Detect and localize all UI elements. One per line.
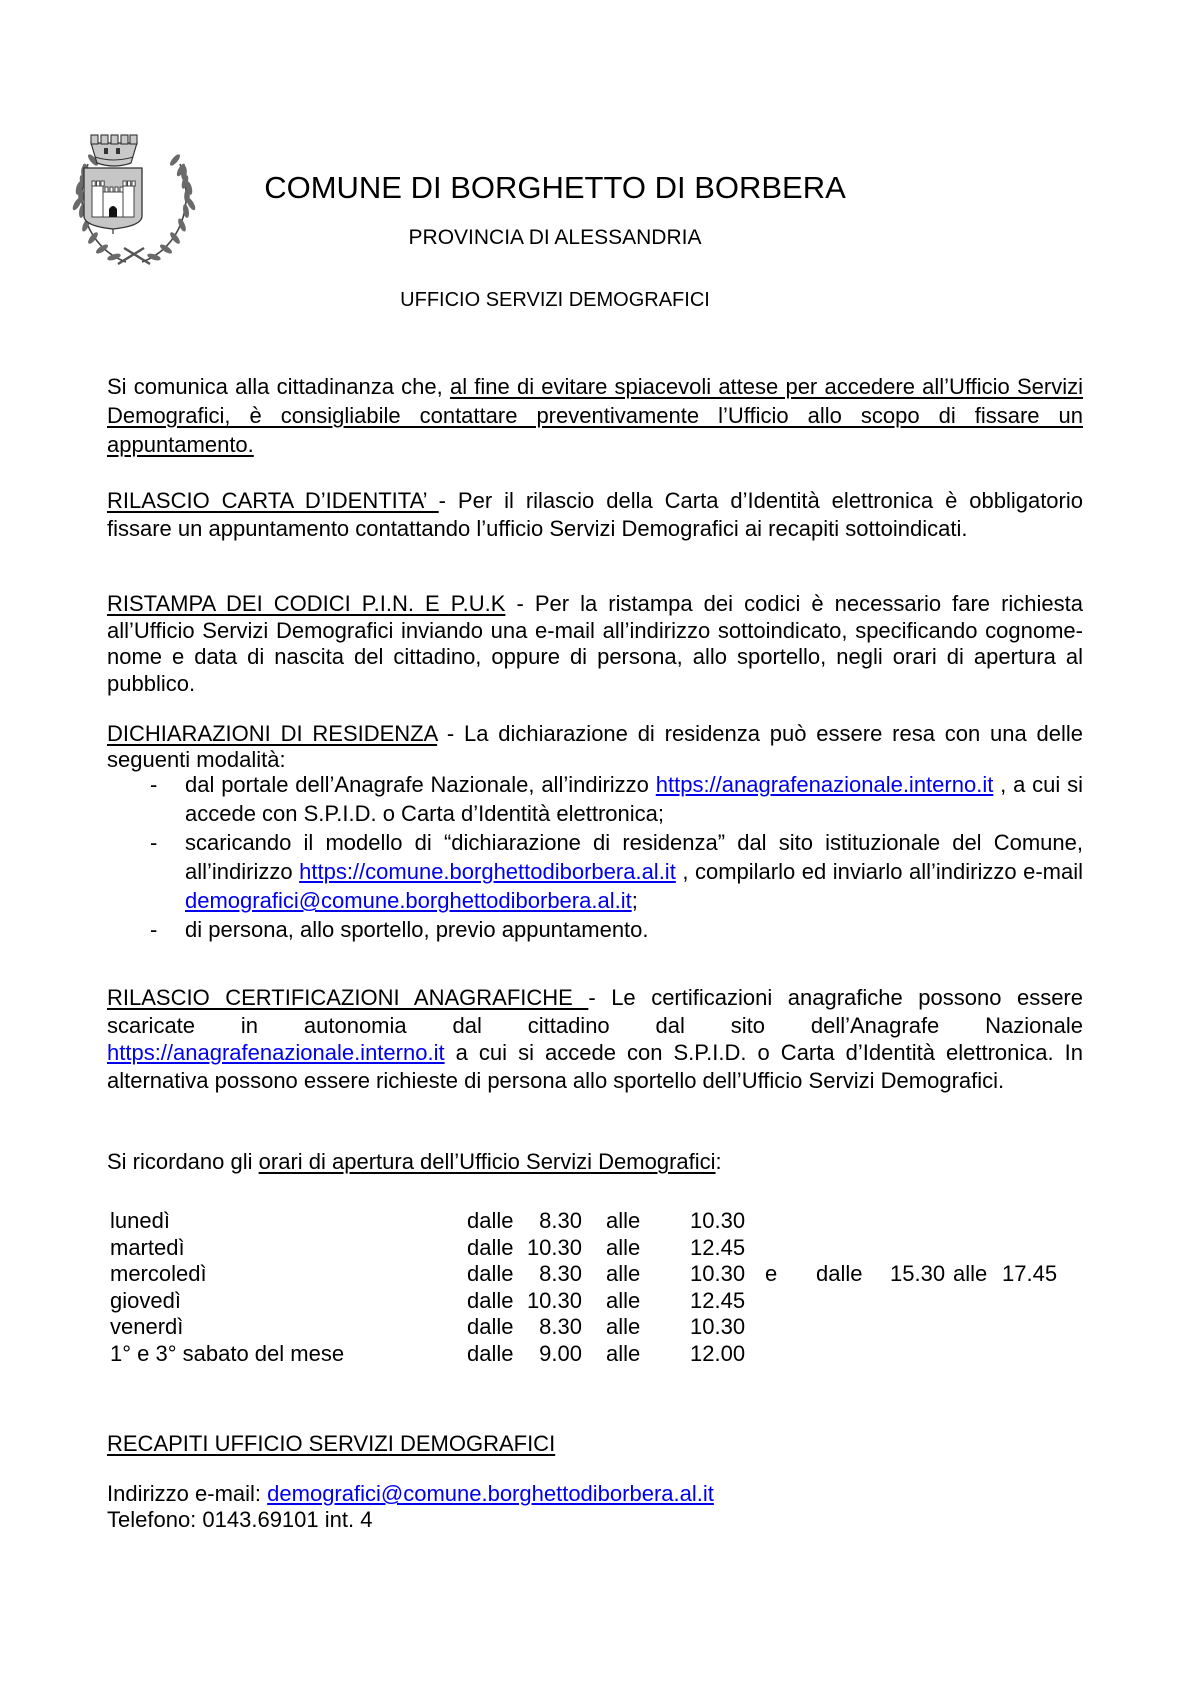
opening-hours-intro <box>107 1148 1083 1175</box>
schedule-dalle-label: dalle <box>816 1261 863 1287</box>
schedule-alle-label: alle <box>606 1208 641 1233</box>
schedule-alle-label: alle <box>953 1261 988 1287</box>
bullet-text: dal portale dell’Anagrafe Nazionale, all’indirizzo <box>185 772 656 797</box>
bullet-text: , a cui si accede con S.P.I.D. o Carta d’Identità elettronica; <box>185 772 1083 826</box>
schedule-end-time: 10.30 <box>690 1261 746 1287</box>
section-body-certificazioni: - Le certificazioni anagrafiche possono essere scaricate in autonomia dal cittadino dal sito dell’Anagrafe Nazionale <box>107 985 1083 1038</box>
schedule-alle-label: alle <box>606 1261 641 1287</box>
section-body-ristampa: - Per la ristampa dei codici è necessario fare richiesta all’Ufficio Servizi Demografici inviando una e-mail all’indirizzo sottoindicato, specificando cognome-nome e data di nascita del cittadino, oppure di persona, allo sportello, negli orari di apertura al pubblico. <box>107 591 1083 696</box>
intro-underlined-text: al fine di evitare spiacevoli attese per accedere all’Ufficio Servizi Demografici, è consigliabile contattare preventivamente l’Ufficio allo scopo di fissare un appuntamento. <box>107 374 1083 457</box>
section-certificazioni-anagrafiche <box>107 984 1083 1094</box>
schedule-end-time: 12.45 <box>690 1287 746 1313</box>
hours-intro-underlined: orari di apertura dell’Ufficio Servizi Demografici <box>258 1149 716 1174</box>
schedule-start-time: 8.30 <box>539 1208 582 1233</box>
province-subtitle: PROVINCIA DI ALESSANDRIA <box>408 226 702 249</box>
schedule-alle-label: alle <box>606 1287 641 1313</box>
section-heading-carta: RILASCIO CARTA D’IDENTITA’ <box>107 488 439 513</box>
email-line <box>107 1481 1083 1507</box>
section-heading-ristampa: RISTAMPA DEI CODICI P.I.N. E P.U.K <box>107 591 506 616</box>
opening-hours-row <box>107 1261 1083 1288</box>
bullet-text: scaricando il modello di “dichiarazione di residenza” dal sito istituzionale del Comune, all’indirizzo <box>185 830 1083 884</box>
contact-email-link[interactable]: demografici@comune.borghettodiborbera.al.it <box>267 1481 714 1506</box>
schedule-dalle-label: dalle <box>467 1234 514 1260</box>
schedule-start-time: 8.30 <box>539 1314 582 1340</box>
schedule-day: venerdì <box>110 1314 184 1340</box>
section-dichiarazioni-residenza <box>107 721 1083 773</box>
schedule-start-time: 15.30 <box>890 1261 946 1287</box>
section-heading-residenza: DICHIARAZIONI DI RESIDENZA <box>107 721 438 746</box>
document-body <box>107 0 1083 1684</box>
schedule-dalle-label: dalle <box>467 1340 514 1366</box>
link-anagrafe-nazionale[interactable]: https://anagrafenazionale.interno.it <box>107 1040 445 1065</box>
schedule-start-time: 10.30 <box>526 1287 582 1313</box>
schedule-dalle-label: dalle <box>467 1287 514 1313</box>
section-carta-identita <box>107 487 1083 543</box>
schedule-dalle-label: dalle <box>467 1208 514 1233</box>
bullet-text: ; <box>631 888 638 913</box>
schedule-dalle-label: dalle <box>467 1261 514 1287</box>
link-anagrafe-nazionale[interactable]: https://anagrafenazionale.interno.it <box>655 772 994 797</box>
schedule-start-time: 9.00 <box>539 1340 582 1366</box>
opening-hours-row <box>107 1341 1083 1368</box>
list-item <box>107 828 1083 915</box>
schedule-day: martedì <box>110 1234 185 1260</box>
bullet-marker: - <box>150 772 158 797</box>
schedule-end-time: 10.30 <box>690 1208 746 1233</box>
list-item <box>107 770 1083 828</box>
schedule-day: lunedì <box>110 1208 170 1233</box>
bullet-marker: - <box>150 830 158 855</box>
opening-hours-row <box>107 1288 1083 1315</box>
schedule-end-time: 10.30 <box>690 1314 746 1340</box>
schedule-start-time: 8.30 <box>539 1261 582 1287</box>
schedule-end-time: 12.45 <box>690 1234 746 1260</box>
schedule-day: giovedì <box>110 1287 181 1313</box>
list-item <box>107 915 1083 944</box>
contact-block <box>107 1481 1083 1532</box>
intro-paragraph <box>107 372 1083 459</box>
email-label: Indirizzo e-mail: <box>107 1481 268 1506</box>
schedule-day: 1° e 3° sabato del mese <box>110 1340 345 1366</box>
section-body-residenza: - La dichiarazione di residenza può essere resa con una delle seguenti modalità: <box>107 721 1083 772</box>
link-email-demografici[interactable]: demografici@comune.borghettodiborbera.al.it <box>185 888 632 913</box>
opening-hours-row <box>107 1314 1083 1341</box>
recapiti-heading <box>107 1430 1083 1457</box>
opening-hours-row <box>107 1208 1083 1235</box>
schedule-day: mercoledì <box>110 1261 207 1287</box>
bullet-marker: - <box>150 917 158 942</box>
schedule-dalle-label: dalle <box>467 1314 514 1340</box>
bullet-text: , compilarlo ed inviarlo all’indirizzo e-mail <box>675 859 1083 884</box>
office-name: UFFICIO SERVIZI DEMOGRAFICI <box>400 289 710 311</box>
phone-line: Telefono: 0143.69101 int. 4 <box>107 1506 373 1532</box>
section-heading-certificazioni: RILASCIO CERTIFICAZIONI ANAGRAFICHE <box>107 985 589 1010</box>
schedule-start-time: 10.30 <box>526 1234 582 1260</box>
schedule-end-time: 12.00 <box>690 1340 746 1366</box>
intro-text: Si comunica alla cittadinanza che, <box>107 374 450 399</box>
section-body-carta: - Per il rilascio della Carta d’Identità elettronica è obbligatorio fissare un appuntamento contattando l’ufficio Servizi Demografici ai recapiti sottoindicati. <box>107 488 1083 541</box>
section-body-certificazioni: a cui si accede con S.P.I.D. o Carta d’Identità elettronica. In alternativa possono essere richieste di persona allo sportello dell’Ufficio Servizi Demografici. <box>107 1040 1083 1093</box>
schedule-end-time: 17.45 <box>1002 1261 1058 1287</box>
schedule-alle-label: alle <box>606 1234 641 1260</box>
section-ristampa-codici <box>107 591 1083 697</box>
municipality-title: COMUNE DI BORGHETTO DI BORBERA <box>264 170 846 205</box>
schedule-alle-label: alle <box>606 1340 641 1366</box>
link-sito-comune[interactable]: https://comune.borghettodiborbera.al.it <box>299 859 676 884</box>
schedule-and-label: e <box>765 1261 778 1287</box>
bullet-text: di persona, allo sportello, previo appuntamento. <box>185 917 649 942</box>
hours-intro-colon: : <box>715 1149 722 1174</box>
residenza-bullet-list <box>107 770 1083 944</box>
schedule-alle-label: alle <box>606 1314 641 1340</box>
hours-intro-text: Si ricordano gli <box>107 1149 259 1174</box>
opening-hours-table <box>107 1208 1083 1368</box>
recapiti-heading-text: RECAPITI UFFICIO SERVIZI DEMOGRAFICI <box>107 1431 556 1456</box>
opening-hours-row <box>107 1235 1083 1262</box>
